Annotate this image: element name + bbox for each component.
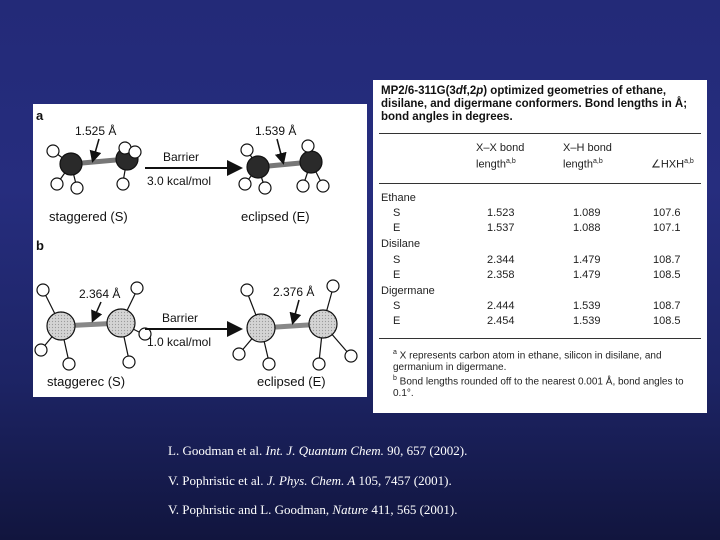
carbon-atom — [60, 153, 82, 175]
silicon-atom — [47, 312, 75, 340]
eclipsed-caption-b: eclipsed (E) — [257, 374, 326, 389]
citation-1: L. Goodman et al. Int. J. Quantum Chem. 90, 657 (2002). — [168, 443, 468, 458]
panel-b-label: b — [36, 238, 44, 253]
hydrogen-atom — [71, 182, 83, 194]
carbon-atom — [300, 151, 322, 173]
table-top-rule — [379, 133, 701, 134]
bond-pointer-arrow — [277, 139, 283, 162]
hydrogen-atom — [123, 356, 135, 368]
bond-pointer-arrow — [93, 139, 99, 160]
staggered-caption-a: staggered (S) — [49, 209, 128, 224]
conformer-diagram — [33, 104, 367, 397]
silicon-atom — [309, 310, 337, 338]
hydrogen-atom — [241, 144, 253, 156]
barrier-value-b: 1.0 kcal/mol — [147, 335, 212, 349]
barrier-value-a: 3.0 kcal/mol — [147, 174, 212, 188]
table-row: S 1.523 1.089 107.6 — [393, 207, 681, 219]
bond-length-left-a: 1.525 Å — [75, 124, 117, 138]
table-row: E 2.454 1.539 108.5 — [393, 315, 681, 327]
bond-length-right-b: 2.376 Å — [273, 285, 315, 299]
barrier-label-a: Barrier — [163, 150, 200, 164]
hydrogen-atom — [233, 348, 245, 360]
table-row: S 2.444 1.539 108.7 — [393, 300, 681, 312]
header-xh-bond: X–H bond length$^{a,b}$ — [563, 142, 612, 171]
hydrogen-atom — [345, 350, 357, 362]
hydrogen-atom — [259, 182, 271, 194]
staggered-caption-b: staggerec (S) — [47, 374, 126, 389]
footnote-b: $^b$ Bond lengths rounded off to the nearest 0.001 Å, bond angles to 0.1°. — [393, 375, 684, 400]
hydrogen-atom — [239, 178, 251, 190]
barrier-label-b: Barrier — [162, 311, 199, 325]
footnote-a: $^a$ X represents carbon atom in ethane, silicon in disilane, and germanium in digermane. — [393, 349, 662, 374]
bond-pointer-arrow — [93, 302, 101, 320]
ethane-staggered-molecule — [47, 142, 141, 194]
silicon-atom — [247, 314, 275, 342]
group-ethane: Ethane — [381, 192, 416, 204]
hydrogen-atom — [63, 358, 75, 370]
hydrogen-atom — [37, 284, 49, 296]
citation-2: V. Pophristic et al. J. Phys. Chem. A 105, 7457 (2001). — [168, 473, 452, 488]
carbon-atom — [247, 156, 269, 178]
header-xx-bond: X–X bond length$^{a,b}$ — [476, 142, 525, 171]
table-row: E 1.537 1.088 107.1 — [393, 222, 681, 234]
hydrogen-atom — [313, 358, 325, 370]
citation-3: V. Pophristic and L. Goodman, Nature 411, 565 (2001). — [168, 502, 458, 517]
hydrogen-atom — [241, 284, 253, 296]
conformer-figure — [33, 104, 367, 397]
bond-length-right-a: 1.539 Å — [255, 124, 297, 138]
hydrogen-atom — [35, 344, 47, 356]
hydrogen-atom — [129, 146, 141, 158]
silicon-atom — [107, 309, 135, 337]
header-rule — [379, 183, 701, 184]
hydrogen-atom — [117, 178, 129, 190]
header-hxh-angle: ∠HXH$^{a,b}$ — [651, 158, 694, 171]
ethane-eclipsed-molecule — [239, 140, 329, 194]
bond-length-left-b: 2.364 Å — [79, 287, 121, 301]
hydrogen-atom — [302, 140, 314, 152]
hydrogen-atom — [47, 145, 59, 157]
hydrogen-atom — [131, 282, 143, 294]
hydrogen-atom — [297, 180, 309, 192]
group-disilane: Disilane — [381, 238, 421, 250]
table-title: MP2/6-311G(3df,2p) optimized geometries of ethane, disilane, and digermane conformers. Bond lengths in Å; bond angles in degrees. — [381, 85, 688, 123]
table-bottom-rule — [379, 338, 701, 339]
hydrogen-atom — [51, 178, 63, 190]
eclipsed-caption-a: eclipsed (E) — [241, 209, 310, 224]
bond-pointer-arrow — [293, 300, 299, 322]
geometry-table — [373, 80, 707, 413]
table-row: E 2.358 1.479 108.5 — [393, 269, 681, 281]
hydrogen-atom — [317, 180, 329, 192]
panel-a-label: a — [36, 108, 44, 123]
hydrogen-atom — [327, 280, 339, 292]
table-row: S 2.344 1.479 108.7 — [393, 254, 681, 266]
group-digermane: Digermane — [381, 285, 435, 297]
hydrogen-atom — [263, 358, 275, 370]
